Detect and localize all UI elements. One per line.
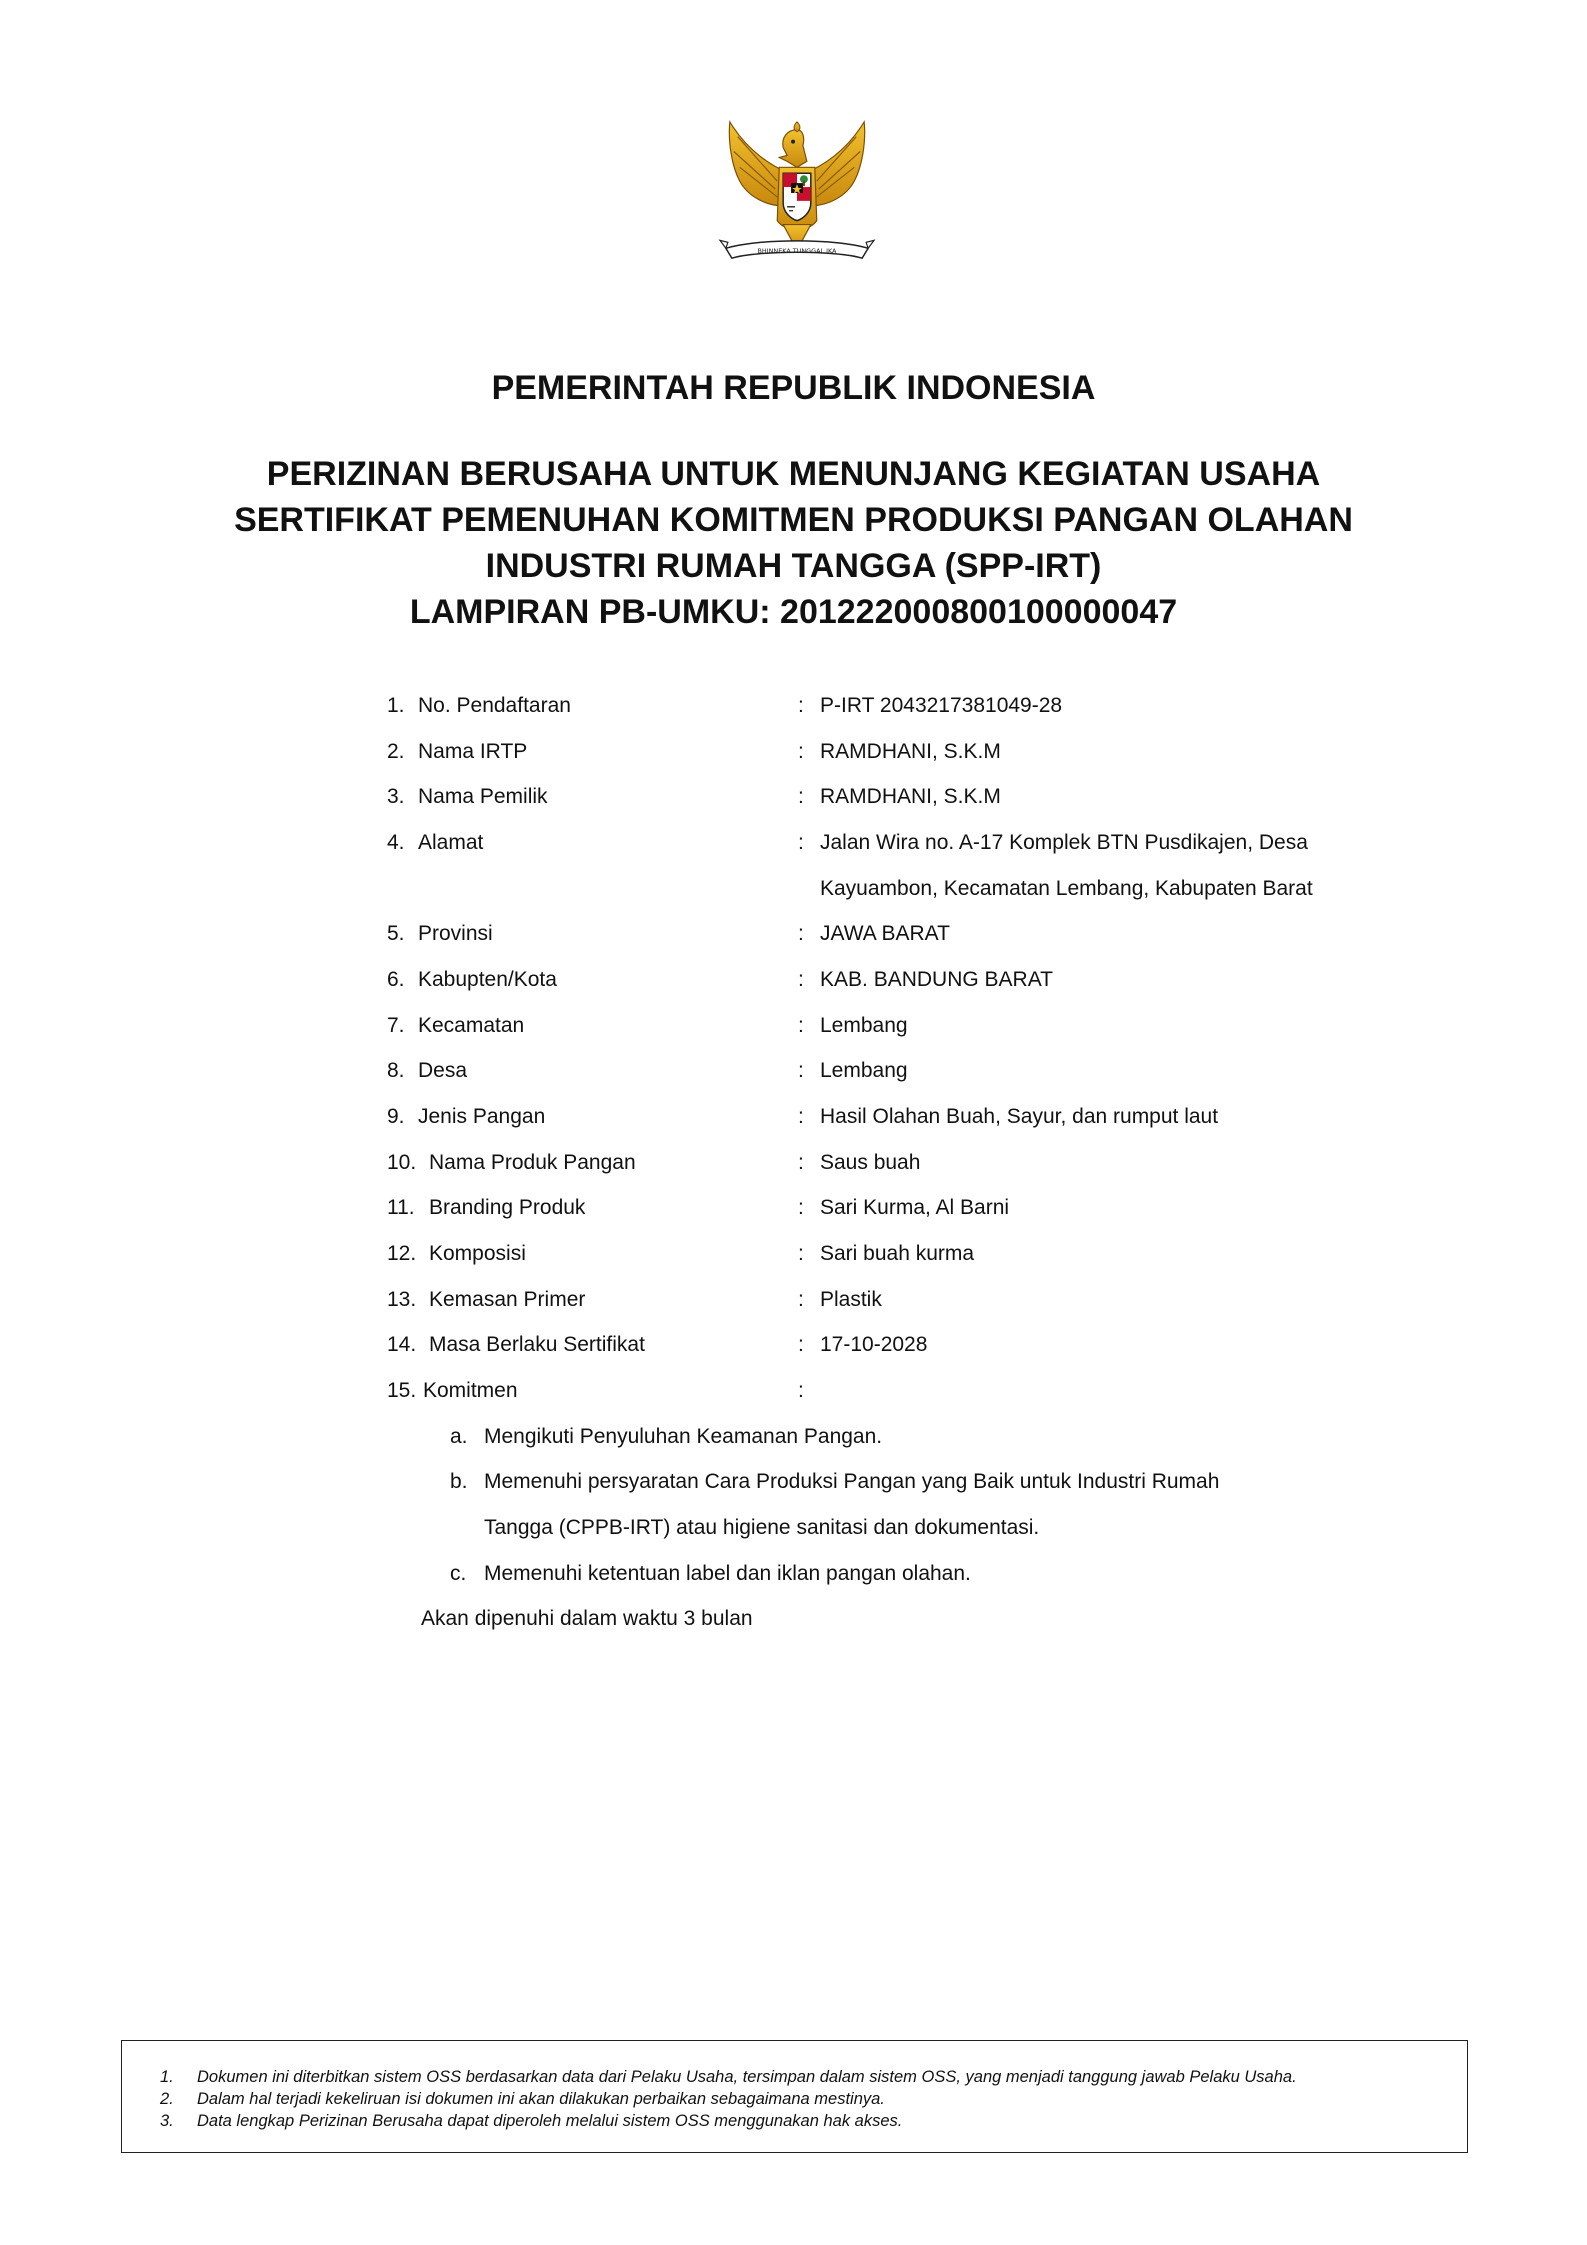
field-number: 4. <box>387 831 405 854</box>
field-value: Sari Kurma, Al Barni <box>820 1196 1010 1219</box>
footer-note-number: 2. <box>160 2090 174 2108</box>
svg-text:BHINNEKA TUNGGAL IKA: BHINNEKA TUNGGAL IKA <box>757 247 837 256</box>
komitmen-text-continued: Tangga (CPPB-IRT) atau higiene sanitasi dan dokumentasi. <box>484 1516 1040 1539</box>
field-label: Jenis Pangan <box>418 1105 546 1128</box>
footer-note-number: 1. <box>160 2068 174 2086</box>
field-value: KAB. BANDUNG BARAT <box>820 968 1053 991</box>
komitmen-letter: c. <box>450 1562 467 1585</box>
field-colon: : <box>798 1105 804 1128</box>
field-label: Branding Produk <box>429 1196 586 1219</box>
garuda-pancasila-emblem-icon <box>718 112 876 270</box>
field-label: Nama Pemilik <box>418 785 548 808</box>
field-label: No. Pendaftaran <box>418 694 571 717</box>
field-number: 8. <box>387 1059 405 1082</box>
footer-note-text: Dalam hal terjadi kekeliruan isi dokumen ini akan dilakukan perbaikan sebagaimana mestinya. <box>197 2090 885 2108</box>
field-colon: : <box>798 1014 804 1037</box>
field-number: 1. <box>387 694 405 717</box>
field-value: Hasil Olahan Buah, Sayur, dan rumput laut <box>820 1105 1219 1128</box>
field-value: RAMDHANI, S.K.M <box>820 785 1001 808</box>
title-line-2: SERTIFIKAT PEMENUHAN KOMITMEN PRODUKSI PANGAN OLAHAN <box>234 501 1353 539</box>
field-number: 11. <box>387 1196 415 1219</box>
field-value: P-IRT 2043217381049-28 <box>820 694 1063 717</box>
field-value: RAMDHANI, S.K.M <box>820 740 1001 763</box>
field-colon: : <box>798 1242 804 1265</box>
field-label: Nama IRTP <box>418 740 528 763</box>
title-line-pb-umku: LAMPIRAN PB-UMKU: 201222000800100000047 <box>409 593 1178 631</box>
komitmen-letter: a. <box>450 1425 468 1448</box>
komitmen-text: Memenuhi persyaratan Cara Produksi Pangan yang Baik untuk Industri Rumah <box>484 1470 1220 1493</box>
field-value: Lembang <box>820 1059 908 1082</box>
field-value: Plastik <box>820 1288 882 1311</box>
field-number: 13. <box>387 1288 417 1311</box>
field-colon: : <box>798 1333 804 1356</box>
field-label: Alamat <box>418 831 484 854</box>
field-number: 9. <box>387 1105 405 1128</box>
field-label: Provinsi <box>418 922 493 945</box>
field-colon: : <box>798 1196 804 1219</box>
field-label: Desa <box>418 1059 468 1082</box>
field-number: 12. <box>387 1242 417 1265</box>
field-value-continued: Kayuambon, Kecamatan Lembang, Kabupaten Barat <box>820 877 1313 900</box>
field-label: Kecamatan <box>418 1014 525 1037</box>
footer-note-text: Data lengkap Perizinan Berusaha dapat diperoleh melalui sistem OSS menggunakan hak akses. <box>197 2112 903 2130</box>
field-colon: : <box>798 1288 804 1311</box>
fulfillment-note: Akan dipenuhi dalam waktu 3 bulan <box>421 1607 753 1630</box>
field-value: JAWA BARAT <box>820 922 950 945</box>
field-colon: : <box>798 740 804 763</box>
field-value: Jalan Wira no. A-17 Komplek BTN Pusdikajen, Desa <box>820 831 1308 854</box>
title-line-3: INDUSTRI RUMAH TANGGA (SPP-IRT) <box>485 547 1102 585</box>
footer-note-text: Dokumen ini diterbitkan sistem OSS berdasarkan data dari Pelaku Usaha, tersimpan dalam sistem OSS, yang menjadi tanggung jawab Pelaku Usaha. <box>197 2068 1297 2086</box>
field-number: 14. <box>387 1333 417 1356</box>
field-label: Kemasan Primer <box>429 1288 586 1311</box>
field-label: Masa Berlaku Sertifikat <box>429 1333 645 1356</box>
field-colon: : <box>798 1059 804 1082</box>
field-value: 17-10-2028 <box>820 1333 928 1356</box>
field-number: 5. <box>387 922 405 945</box>
field-number: 2. <box>387 740 405 763</box>
field-number: 6. <box>387 968 405 991</box>
field-colon: : <box>798 785 804 808</box>
field-label: Komposisi <box>429 1242 526 1265</box>
komitmen-letter: b. <box>450 1470 468 1493</box>
field-label: Kabupten/Kota <box>418 968 557 991</box>
field-colon: : <box>798 922 804 945</box>
field-colon: : <box>798 1151 804 1174</box>
field-number: 15. <box>387 1379 417 1402</box>
field-value: Lembang <box>820 1014 908 1037</box>
field-colon: : <box>798 1379 804 1402</box>
field-colon: : <box>798 968 804 991</box>
field-number: 7. <box>387 1014 405 1037</box>
field-colon: : <box>798 694 804 717</box>
field-number: 3. <box>387 785 405 808</box>
komitmen-text: Mengikuti Penyuluhan Keamanan Pangan. <box>484 1425 883 1448</box>
field-colon: : <box>798 831 804 854</box>
field-value: Sari buah kurma <box>820 1242 975 1265</box>
field-value: Saus buah <box>820 1151 921 1174</box>
footer-note-number: 3. <box>160 2112 174 2130</box>
komitmen-text: Memenuhi ketentuan label dan iklan pangan olahan. <box>484 1562 971 1585</box>
field-number: 10. <box>387 1151 417 1174</box>
government-heading: PEMERINTAH REPUBLIK INDONESIA <box>491 369 1096 407</box>
field-label: Komitmen <box>423 1379 518 1402</box>
field-label: Nama Produk Pangan <box>429 1151 636 1174</box>
title-line-1: PERIZINAN BERUSAHA UNTUK MENUNJANG KEGIATAN USAHA <box>266 455 1321 493</box>
